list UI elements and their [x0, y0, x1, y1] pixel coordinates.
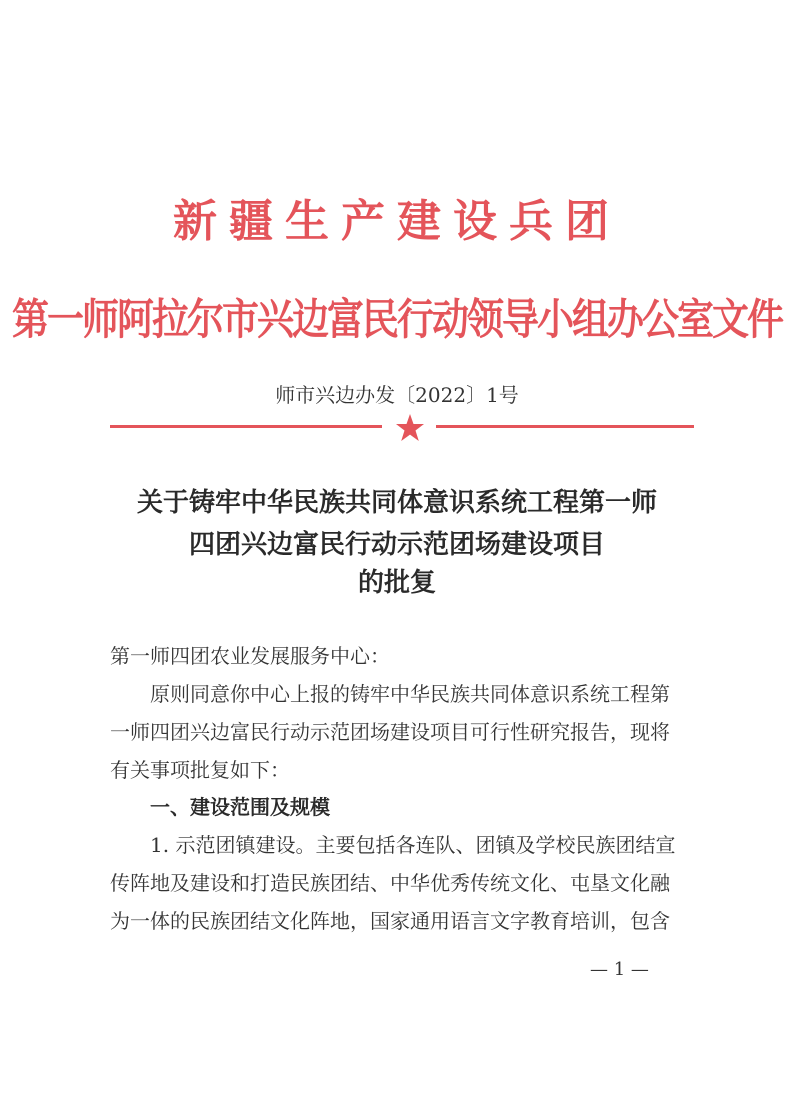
paragraph-line: 一师四团兴边富民行动示范团场建设项目可行性研究报告，现将: [110, 720, 670, 744]
paragraph-line: 为一体的民族团结文化阵地，国家通用语言文字教育培训，包含: [110, 909, 670, 933]
issuing-org-title: 新疆生产建设兵团: [173, 196, 621, 247]
paragraph-line: 原则同意你中心上报的铸牢中华民族共同体意识系统工程第: [150, 682, 670, 706]
subject-title-line-2: 四团兴边富民行动示范团场建设项目: [188, 530, 605, 560]
document-number: 师市兴边办发〔2022〕1号: [275, 383, 519, 407]
subject-title-line-3: 的批复: [357, 568, 436, 598]
star-icon: [395, 413, 425, 443]
red-divider-left: [110, 425, 382, 428]
paragraph-line: 传阵地及建设和打造民族团结、中华优秀传统文化、屯垦文化融: [110, 871, 670, 895]
issuing-office-title: 第一师阿拉尔市兴边富民行动领导小组办公室文件: [12, 293, 782, 345]
addressee: 第一师四团农业发展服务中心：: [110, 644, 390, 668]
page-number: — 1 —: [590, 959, 649, 980]
paragraph-line: 有关事项批复如下：: [110, 758, 290, 782]
paragraph-line: 1. 示范团镇建设。主要包括各连队、团镇及学校民族团结宣: [150, 833, 676, 857]
section-heading: 一、建设范围及规模: [150, 795, 330, 819]
subject-title-line-1: 关于铸牢中华民族共同体意识系统工程第一师: [136, 488, 657, 518]
red-divider-right: [436, 425, 694, 428]
